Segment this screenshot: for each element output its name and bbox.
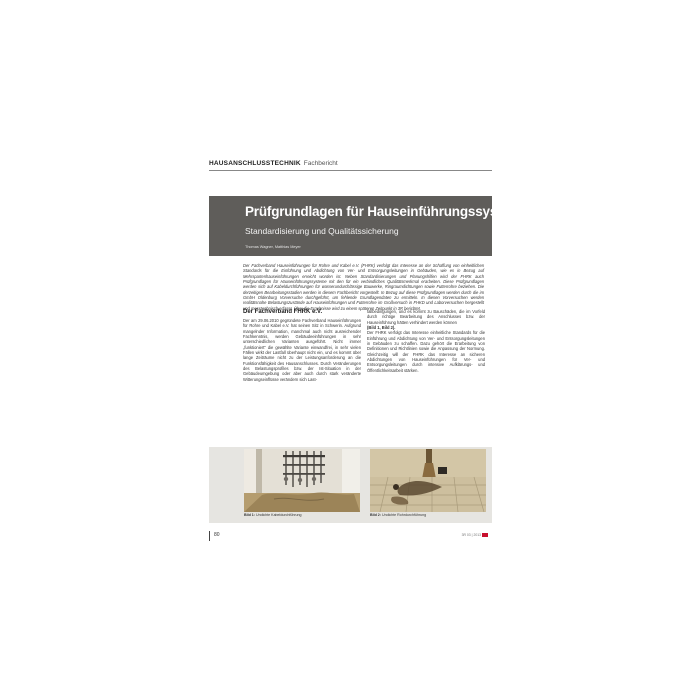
section-label: HAUSANSCHLUSSTECHNIK: [209, 160, 301, 167]
figure-caption-2: [370, 513, 426, 517]
photo-pipe-duct: [370, 449, 486, 512]
publisher-logo-icon: [482, 533, 488, 537]
issue-info: [462, 533, 488, 537]
section-heading: Der Fachverband FHRK e.V.: [243, 309, 323, 315]
lead-paragraph: Der Fachverband Hauseinführungen für Rohre und Kabel e.V. (FHRK) verfolgt das Interesse an der Schaffung von einheitlichen Standards für die Einführung und Abdichtung von Ver- und Entsorgungsleitungen in Gebäuden, wie es in Bezug auf Mehrspartenhauseinführungen erreicht worden ist. Neben Standardisierungen und Planungshilfen wird der FHRK auch Prüfgrundlagen für Hauseinführungssysteme mit den für ein verbindliches Qualitätsmerkmal erarbeiten. Diese Prüfgrundlagen werden sich auf Kabeldurchführungen für wasserundurchlässige Bauwerke, Ringraumdichtungen sowie Futterrohre beziehen. Die derzeitigen Bearbeitungsstadien werden in diesem Fachbericht vorgestellt. In Bezug auf diese Prüfgrundlagen werden durch die im GmbH Oldenburg Vorversuche durchgeführt, um fehlende Grundlagendaten zu ermitteln. In diesen Vorversuchen werden realitätsnahe Belastungszustände auf Hauseinführungen und Futterrohre im Großversuch in FHKD und Laborversuchen hergestellt und messtechnisch erfasst. Über die Ergebnisse wird zu einem späteren Zeitpunkt in 3R berichtet.: [243, 263, 484, 311]
header-rule: [209, 170, 492, 171]
figure-label-2: Bild 2:: [370, 513, 381, 517]
category-label: Fachbericht: [303, 160, 338, 167]
issue-label: 3R 03 | 2013: [461, 533, 481, 537]
section-rubric: [209, 160, 338, 167]
figure-caption-text-1: Undichte Kabeldurchführung: [255, 513, 302, 517]
footer-rule: [209, 531, 210, 541]
body-text-left: Der am 29.06.2010 gegründete Fachverband Hauseinführungen für Rohre und Kabel e.V. hat seinen Sitz in Schwerin. Aufgrund mangelnder Information, manchmal auch nicht ausreichender Fachkenntnis, werden Gebäudeeinführungen in sehr unterschiedlichen Varianten ausgeführt. Nicht immer „funktioniert“ die gewählte Variante einwandfrei, in sehr vielen Fällen wirkt der Lastfall überhaupt nicht ein, und es kommt über lange Zeiträume nicht zu der Leistungsanforderung an die Funktionsfähigkeit des Hausanschlusses. Durch Veränderungen des Belastungsprofiles bzw. der Ist-Situation in der Gebäudeumgebung oder aber auch durch stark veränderte Witterungseinflüsse verändern sich Last-: [243, 318, 361, 382]
body-column-right: [367, 309, 485, 373]
page-number: 80: [214, 532, 220, 538]
title-banner: [209, 196, 528, 256]
body-text-right-1: fallbedingungen, und es kommt zu Bauschäden, die im Vorfeld durch richtige Bearbeitung des Anschlusses bzw. der Hauseinführung hätten verhindert werden können: [367, 309, 485, 325]
article-authors: Thomas Wagner, Matthias Meyer: [245, 245, 301, 249]
figure-reference: (Bild 1, Bild 2).: [367, 325, 396, 331]
figure-caption-1: [244, 513, 302, 517]
figure-caption-text-2: Undichte Rohrdurchführung: [381, 513, 427, 517]
article-title: Prüfgrundlagen für Hauseinführungssysteme: [245, 204, 528, 219]
photo-strip: [209, 447, 492, 523]
body-text-right-2: Der FHRK verfolgt das Interesse einheitliche Standards für die Einführung und Abdichtung von Ver- und Entsorgungsleitungen in Gebäuden zu schaffen. Dazu gehört die Erarbeitung von Definitionen und Richtlinien sowie die Anpassung der Normung. Gleichzeitig will der FHRK das Interesse an sicheren Abdichtungen von Hauseinführungen für Ver- und Entsorgungsleitungen durch intensive Aufklärungs- und Öffentlichkeitsarbeit stärken.: [367, 330, 485, 373]
article-subtitle: Standardisierung und Qualitätssicherung: [245, 226, 399, 236]
figure-label-1: Bild 1:: [244, 513, 255, 517]
photo-cable-duct: [244, 449, 360, 512]
body-column-left: [243, 309, 361, 382]
magazine-page: [209, 152, 528, 547]
